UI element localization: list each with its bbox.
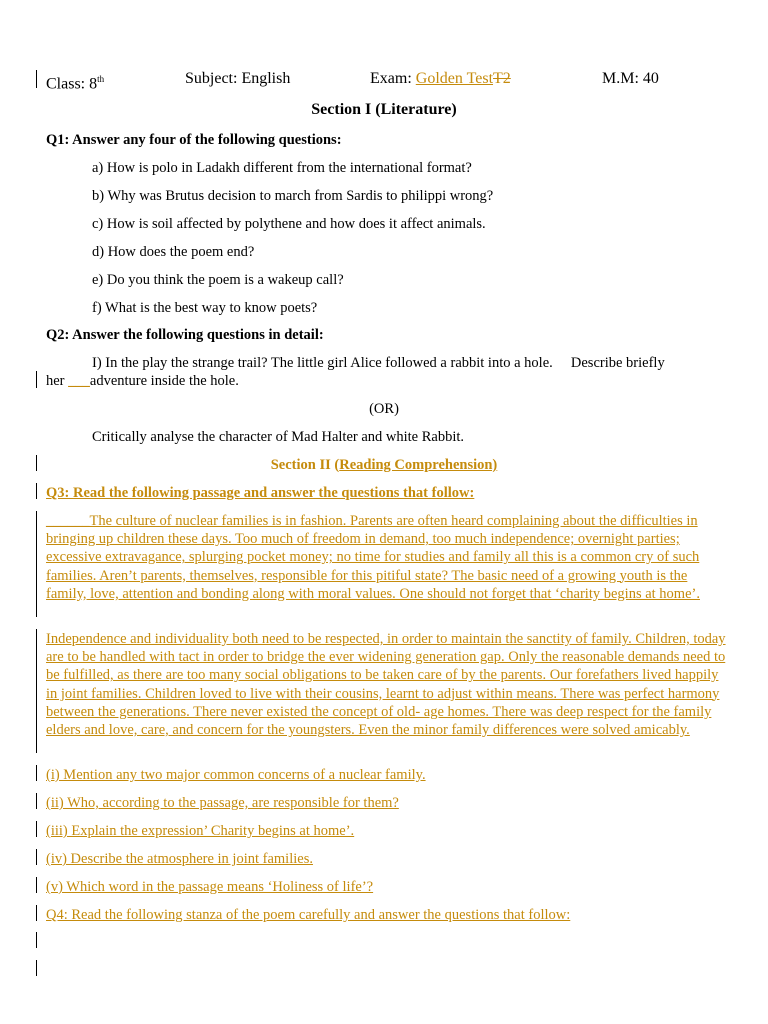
or-label: (OR) xyxy=(369,401,399,417)
section-1-title: Section I (Literature) xyxy=(311,101,457,118)
change-bar xyxy=(36,821,37,837)
passage-paragraph-1: ______The culture of nuclear families is in fashion. Parents are often heard complaining about the difficulties in bringing up children these days. Too much of freedom in demand, too much independence; overnight parties; excessive extravagance, splurging pocket money; no time for studies and family all this is a common cry of such families. Aren’t parents, themselves, responsible for this pitiful state? The basic need of a growing youth is the family, love, attention and bonding along with moral values. One should not forget that ‘charity begins at home’. xyxy=(46,513,700,602)
q2-line-1: I) In the play the strange trail? The little girl Alice followed a rabbit into a hole. Describe briefly xyxy=(92,355,665,371)
q1-item: f) What is the best way to know poets? xyxy=(92,300,318,316)
passage-paragraph-2: Independence and individuality both need to be respected, in order to maintain the sanctity of family. Children, today are to be handled with tact in order to bridge the ever widening generation gap. Only the reasonable demands need to be fulfilled, as there are too many social obligations to be taken care of by the parents. Our forefathers lived happily in joint families. Children loved to live with their cousins, learnt to adjust within means. There was perfect harmony between the generations. There never existed the concept of old- age homes. There was deep respect for the family elders and love, care, and concern for the youngsters. Even the minor family differences were solved amicably. xyxy=(46,631,726,739)
exam-label: Exam: Golden TestT2 xyxy=(370,70,511,87)
q2-heading: Q2: Answer the following questions in detail: xyxy=(46,327,324,343)
q3-question: (iii) Explain the expression’ Charity begins at home’. xyxy=(46,823,355,839)
q1-heading: Q1: Answer any four of the following questions: xyxy=(46,132,342,148)
change-bar xyxy=(36,371,37,388)
q1-item: c) How is soil affected by polythene and how does it affect animals. xyxy=(92,216,486,232)
q3-question: (iv) Describe the atmosphere in joint families. xyxy=(46,851,313,867)
q3-question: (v) Which word in the passage means ‘Holiness of life’? xyxy=(46,879,374,895)
change-bar xyxy=(36,765,37,781)
change-bar xyxy=(36,483,37,499)
q2-line-2: her ___adventure inside the hole. xyxy=(46,373,239,389)
change-bar xyxy=(36,932,37,948)
change-bar xyxy=(36,960,37,976)
q2-alternative: Critically analyse the character of Mad Halter and white Rabbit. xyxy=(92,429,465,445)
q1-item: d) How does the poem end? xyxy=(92,244,255,260)
change-bar xyxy=(36,905,37,921)
change-bar xyxy=(36,877,37,893)
exam-name-deleted: T2 xyxy=(493,70,511,87)
q4-heading: Q4: Read the following stanza of the poem carefully and answer the questions that follow: xyxy=(46,907,571,923)
change-bar xyxy=(36,629,37,753)
exam-name: Golden Test xyxy=(415,70,494,87)
q2-blank: ___ xyxy=(68,373,90,389)
class-label: Class: 8th xyxy=(46,74,105,93)
change-bar xyxy=(36,70,37,88)
q1-item: a) How is polo in Ladakh different from the international format? xyxy=(92,160,472,176)
q3-question: (i) Mention any two major common concerns of a nuclear family. xyxy=(46,767,426,783)
q3-question: (ii) Who, according to the passage, are responsible for them? xyxy=(46,795,399,811)
change-bar xyxy=(36,511,37,617)
subject-label: Subject: English xyxy=(185,70,291,87)
change-bar xyxy=(36,849,37,865)
q3-heading: Q3: Read the following passage and answer the questions that follow: xyxy=(46,485,475,501)
change-bar xyxy=(36,793,37,809)
q1-item: b) Why was Brutus decision to march from Sardis to philippi wrong? xyxy=(92,188,494,204)
section-2-title: Section II (Reading Comprehension) xyxy=(270,457,498,473)
max-marks: M.M: 40 xyxy=(602,70,659,87)
q1-item: e) Do you think the poem is a wakeup call? xyxy=(92,272,344,288)
